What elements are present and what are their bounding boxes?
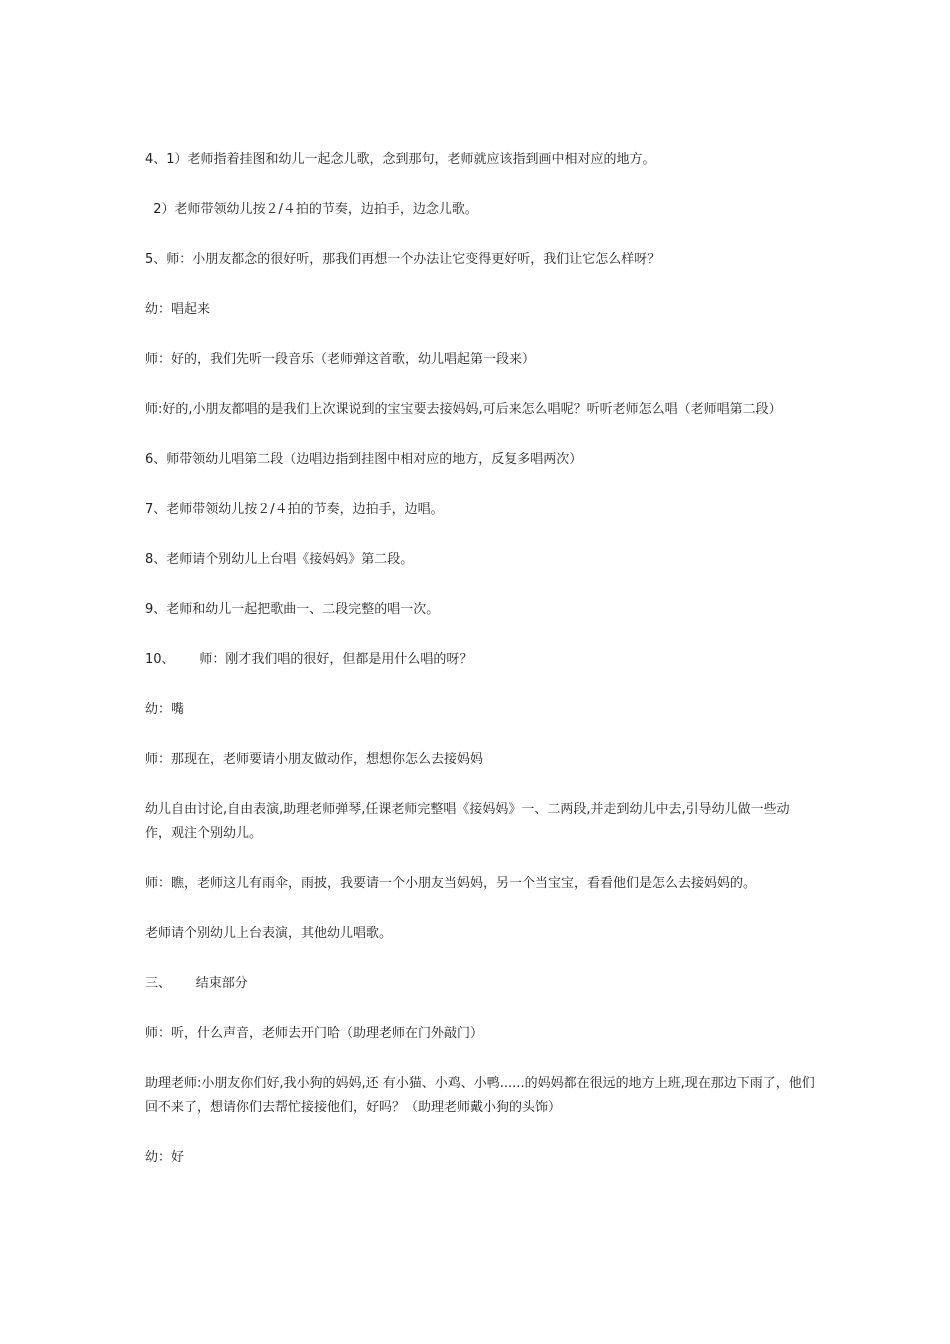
paragraph-performance: 老师请个别幼儿上台表演，其他幼儿唱歌。 xyxy=(145,926,393,941)
paragraph-step-6: 6、师带领幼儿唱第二段（边唱边指到挂图中相对应的地方，反复多唱两次） xyxy=(145,452,583,467)
document-page xyxy=(145,148,815,1196)
paragraph-step-7: 7、老师带领幼儿按２/４拍的节奏，边拍手，边唱。 xyxy=(145,502,444,517)
paragraph-child-reply-mouth: 幼：嘴 xyxy=(145,702,185,717)
paragraph-step-4-1: 4、1）老师指着挂图和幼儿一起念儿歌，念到那句，老师就应该指到画中相对应的地方。 xyxy=(145,152,656,167)
paragraph-knock-door: 师：听，什么声音，老师去开门哈（助理老师在门外敲门） xyxy=(145,1026,484,1041)
paragraph-child-reply-ok: 幼：好 xyxy=(145,1150,185,1165)
paragraph-teacher-second-verse: 师:好的,小朋友都唱的是我们上次课说到的宝宝要去接妈妈,可后来怎么唱呢？听听老师怎么唱（老师唱第二段） xyxy=(145,402,782,417)
paragraph-umbrella: 师：瞧，老师这儿有雨伞，雨披，我要请一个小朋友当妈妈，另一个当宝宝，看看他们是怎么去接妈妈的。 xyxy=(145,876,757,891)
paragraph-step-4-2: 2）老师带领幼儿按２/４拍的节奏，边拍手，边念儿歌。 xyxy=(145,202,478,217)
paragraph-child-reply-sing: 幼：唱起来 xyxy=(145,302,211,317)
paragraph-teacher-music: 师：好的，我们先听一段音乐（老师弹这首歌，幼儿唱起第一段来） xyxy=(145,352,536,367)
section-heading-ending: 三、 结束部分 xyxy=(145,976,248,991)
paragraph-step-5: 5、师：小朋友都念的很好听，那我们再想一个办法让它变得更好听，我们让它怎么样呀？ xyxy=(145,252,661,267)
paragraph-teacher-actions: 师：那现在，老师要请小朋友做动作，想想你怎么去接妈妈 xyxy=(145,752,484,767)
paragraph-step-10: 10、 师：刚才我们唱的很好，但都是用什么唱的呀？ xyxy=(145,652,473,667)
paragraph-assistant-teacher: 助理老师:小朋友你们好,我小狗的妈妈,还 有小猫、小鸡、小鸭......的妈妈都在很远的地方上班,现在那边下雨了，他们回不来了，想请你们去帮忙接接他们，好吗？（助理老师戴小狗的头饰） xyxy=(145,1076,815,1115)
paragraph-step-8: 8、老师请个别幼儿上台唱《接妈妈》第二段。 xyxy=(145,552,414,567)
paragraph-step-9: 9、老师和幼儿一起把歌曲一、二段完整的唱一次。 xyxy=(145,602,440,617)
paragraph-free-discussion: 幼儿自由讨论,自由表演,助理老师弹琴,任课老师完整唱《接妈妈》一、二两段,并走到幼儿中去,引导幼儿做一些动作，观注个别幼儿。 xyxy=(145,802,790,841)
